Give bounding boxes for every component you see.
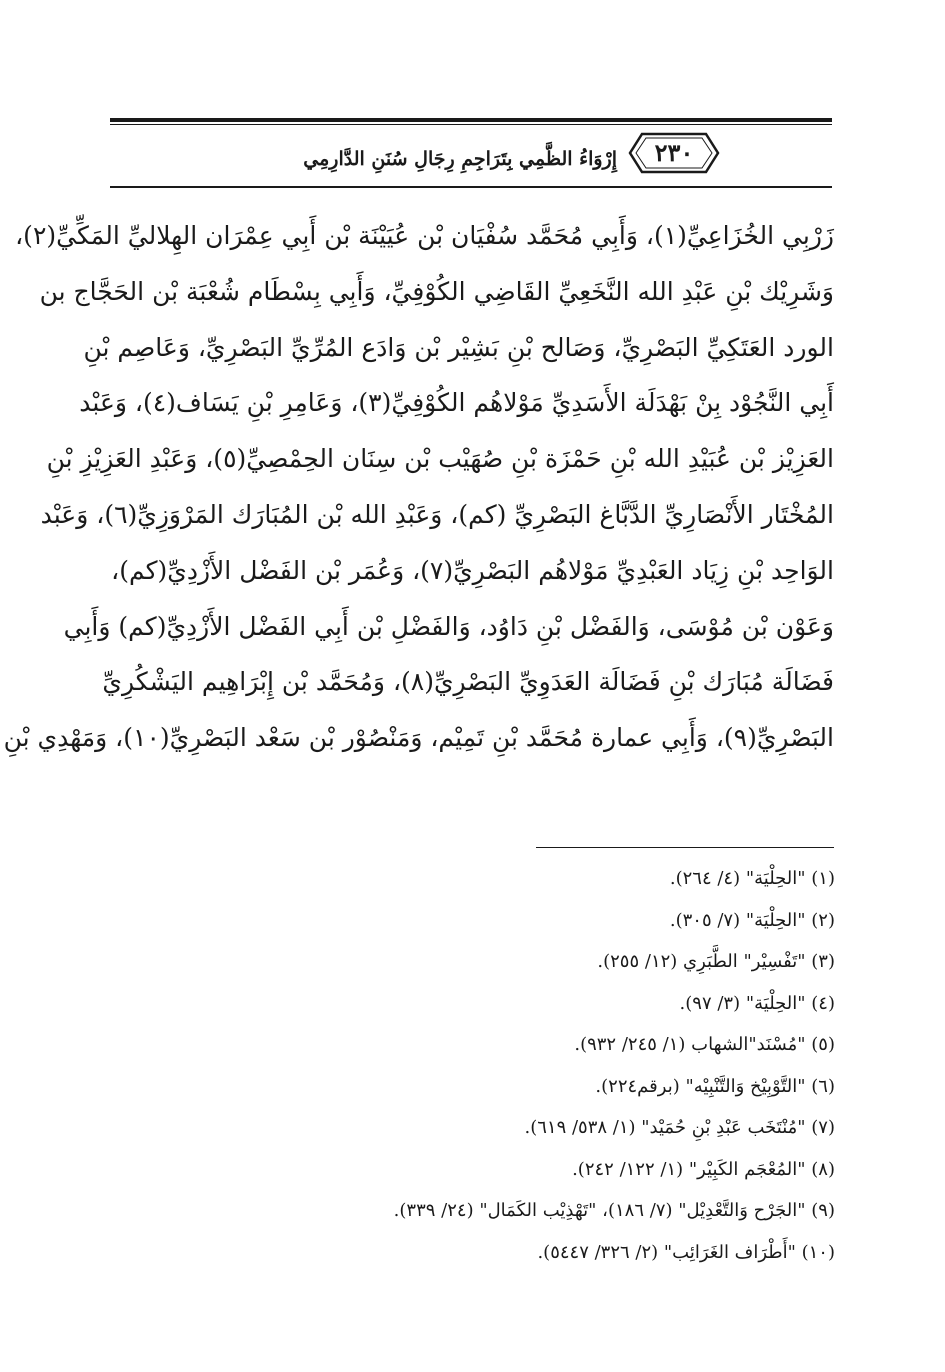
footnote: (٢) "الحِلْيَة" (٧/ ٣٠٥). bbox=[669, 909, 835, 931]
running-title: إِرْوَاءُ الظَّمِي بِتَرَاجِمِ رِجَالِ سُنَنِ الدَّارِمِي bbox=[303, 148, 617, 170]
footnote: (٤) "الحِلْيَة" (٣/ ٩٧). bbox=[679, 992, 835, 1014]
text-line: زَرْبِي الخُزَاعِيِّ(١)، وَأَبِي مُحَمَّد سُفْيَان بْن عُيَيْنَة بْن أَبِي عِمْرَان الهِلاليِّ المَكِّيِّ(٢)، bbox=[15, 221, 834, 250]
footnotes bbox=[115, 858, 835, 1273]
text-line: وَعَوْن بْن مُوْسَى، وَالفَضْل بْنِ دَاوُد، وَالفَضْلِ بْن أَبِي الفَضْل الأَزْدِيِّ(كم) وَأَبِي bbox=[63, 611, 834, 641]
page-number-ornament bbox=[628, 130, 720, 176]
text-line: البَصْرِيِّ(٩)، وَأَبِي عمارة مُحَمَّد بْنِ تَمِيْم، وَمَنْصُوْر بْن سَعْد البَصْرِيِّ(١٠)، وَمَهْدِي بْنِ bbox=[3, 723, 834, 753]
footnote-separator bbox=[536, 847, 834, 848]
footnote: (٦) "التَّوْبِيْخ وَالتَّنْبِيْه" (برقم٢٢٤). bbox=[595, 1075, 835, 1097]
text-line: المُخْتَار الأَنْصَارِيِّ الدَّبَّاغ البَصْرِيِّ (كم)، وَعَبْدِ الله بْن المُبَارَك المَرْوَزِيِّ(٦)، وَعَبْد bbox=[40, 499, 834, 529]
text-line: العَزِيْز بْن عُبَيْدِ الله بْنِ حَمْزَة بْنِ صُهَيْب بْن سِنَان الحِمْصِيِّ(٥)، وَعَبْدِ العَزِيْزِ بْنِ bbox=[46, 444, 834, 474]
footnote: (١) "الحِلْيَة" (٤/ ٢٦٤). bbox=[669, 868, 835, 889]
footnote: (٥) "مُسْنَد"الشهاب (١/ ٢٤٥/ ٩٣٢). bbox=[574, 1034, 835, 1055]
text-line: الورد العَتَكِيِّ البَصْرِيِّ، وَصَالح بْنِ بَشِيْر بْن وَادَع المُرِّيِّ البَصْرِيِّ، وَعَاصِم بْنِ bbox=[83, 332, 834, 362]
main-text bbox=[3, 208, 834, 766]
footnote: (٨) "المُعْجَم الكَبِيْر" (١/ ١٢٢/ ٢٤٢). bbox=[572, 1158, 835, 1180]
footnote: (٧) "مُنْتَخَب عَبْدِ بْنِ حُمَيْد" (١/ ٥٣٨/ ٦١٩). bbox=[524, 1117, 835, 1138]
header-rule-thin bbox=[110, 124, 832, 125]
text-line: فَضَالَة مُبَارَك بْنِ فَضَالَة العَدَوِيِّ البَصْرِيِّ(٨)، وَمُحَمَّد بْن إِبْرَاهِيم اليَشْكُرِيِّ bbox=[102, 667, 834, 697]
page-number: ٢٣٠ bbox=[654, 138, 694, 167]
text-line: وَشَرِيْك بْنِ عَبْدِ الله النَّخَعِيِّ القَاضِي الكُوْفِيِّ، وَأَبِي بِسْطَام شُعْبَة بْن الحَجَّاج بن bbox=[39, 276, 834, 306]
footnote: (١٠) "أَطْرَاف الغَرَائِب" (٢/ ٣٢٦/ ٥٤٤٧). bbox=[537, 1241, 835, 1263]
footnote: (٩) "الجَرْح وَالتَّعْدِيْل" (٧/ ١٨٦)، "تَهْذِيْب الكَمَال" (٢٤/ ٣٣٩). bbox=[393, 1200, 835, 1221]
header-rule-thick bbox=[110, 118, 832, 122]
footnote: (٣) "تَفْسِيْر" الطَّبَرِي (١٢/ ٢٥٥). bbox=[597, 951, 835, 972]
text-line: أَبِي النَّجُوْد بِنْ بَهْدَلَة الأَسَدِيِّ مَوْلاهُم الكُوْفِيِّ(٣)، وَعَامِرِ بْنِ يَسَاف(٤)، وَعَبْد bbox=[79, 388, 834, 418]
text-line: الوَاحِد بْنِ زِيَاد العَبْدِيِّ مَوْلاهُم البَصْرِيِّ(٧)، وَعُمَر بْن الفَضْل الأَزْدِيِّ(كم)، bbox=[111, 555, 834, 585]
header-rule-bottom bbox=[110, 186, 832, 188]
